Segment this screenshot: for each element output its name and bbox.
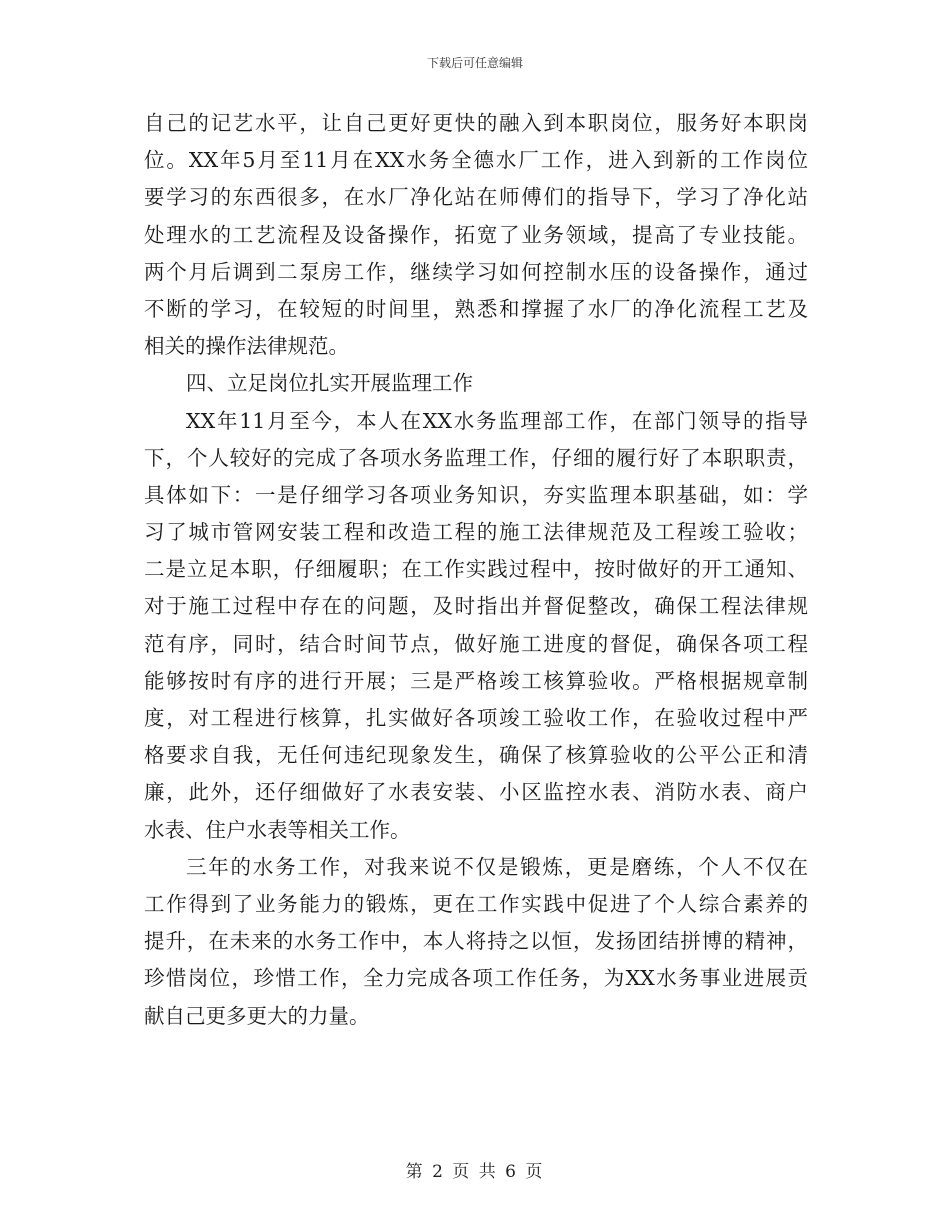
body-line: 处理水的工艺流程及设备操作，拓宽了业务领域，提高了专业技能。	[144, 222, 808, 247]
page-header: 下载后可任意编辑	[426, 56, 523, 70]
body-line: 具体如下：一是仔细学习各项业务知识，夯实监理本职基础，如：学	[144, 482, 808, 507]
body-line: 格要求自我，无任何违纪现象发生，确保了核算验收的公平公正和清	[144, 743, 808, 768]
page-number-footer: 第 2 页 共 6 页	[405, 1162, 545, 1182]
body-line: 度，对工程进行核算，扎实做好各项竣工验收工作，在验收过程中严	[144, 706, 808, 730]
section-heading: 四、立足岗位扎实开展监理工作	[186, 371, 473, 396]
body-line: 水表、住户水表等相关工作。	[144, 817, 411, 842]
body-line: 要学习的东西很多，在水厂净化站在师傅们的指导下，学习了净化站	[144, 185, 808, 210]
document-body	[144, 105, 808, 1035]
body-line: 位。XX年5月至11月在XX水务全德水厂工作，进入到新的工作岗位	[144, 148, 808, 173]
body-line: 自己的记艺水平，让自己更好更快的融入到本职岗位，服务好本职岗	[144, 111, 808, 135]
body-line: 二是立足本职，仔细履职；在工作实践过程中，按时做好的开工通知、	[144, 557, 808, 582]
body-line: 不断的学习，在较短的时间里，熟悉和撑握了水厂的净化流程工艺及	[144, 296, 808, 321]
body-line: 廉，此外，还仔细做好了水表安装、小区监控水表、消防水表、商户	[144, 780, 808, 805]
body-line: XX年11月至今，本人在XX水务监理部工作，在部门领导的指导	[186, 408, 808, 433]
body-line: 三年的水务工作，对我来说不仅是锻炼，更是磨练，个人不仅在	[186, 854, 808, 879]
body-line: 相关的操作法律规范。	[144, 334, 349, 359]
body-line: 下，个人较好的完成了各项水务监理工作，仔细的履行好了本职职责，	[144, 445, 808, 470]
body-line: 工作得到了业务能力的锻炼，更在工作实践中促进了个人综合素养的	[144, 891, 808, 916]
body-line: 珍惜岗位，珍惜工作，全力完成各项工作任务，为XX水务事业进展贡	[144, 966, 808, 991]
body-line: 能够按时有序的进行开展；三是严格竣工核算验收。严格根据规章制	[144, 668, 808, 693]
body-line: 提升，在未来的水务工作中，本人将持之以恒，发扬团结拼博的精神，	[144, 929, 808, 954]
body-line: 习了城市管网安装工程和改造工程的施工法律规范及工程竣工验收；	[144, 520, 808, 545]
body-line: 范有序，同时，结合时间节点，做好施工进度的督促，确保各项工程	[144, 631, 808, 656]
body-line: 对于施工过程中存在的问题，及时指出并督促整改，确保工程法律规	[144, 594, 808, 619]
body-line: 两个月后调到二泵房工作，继续学习如何控制水压的设备操作，通过	[144, 259, 808, 284]
body-line: 献自己更多更大的力量。	[144, 1003, 370, 1028]
